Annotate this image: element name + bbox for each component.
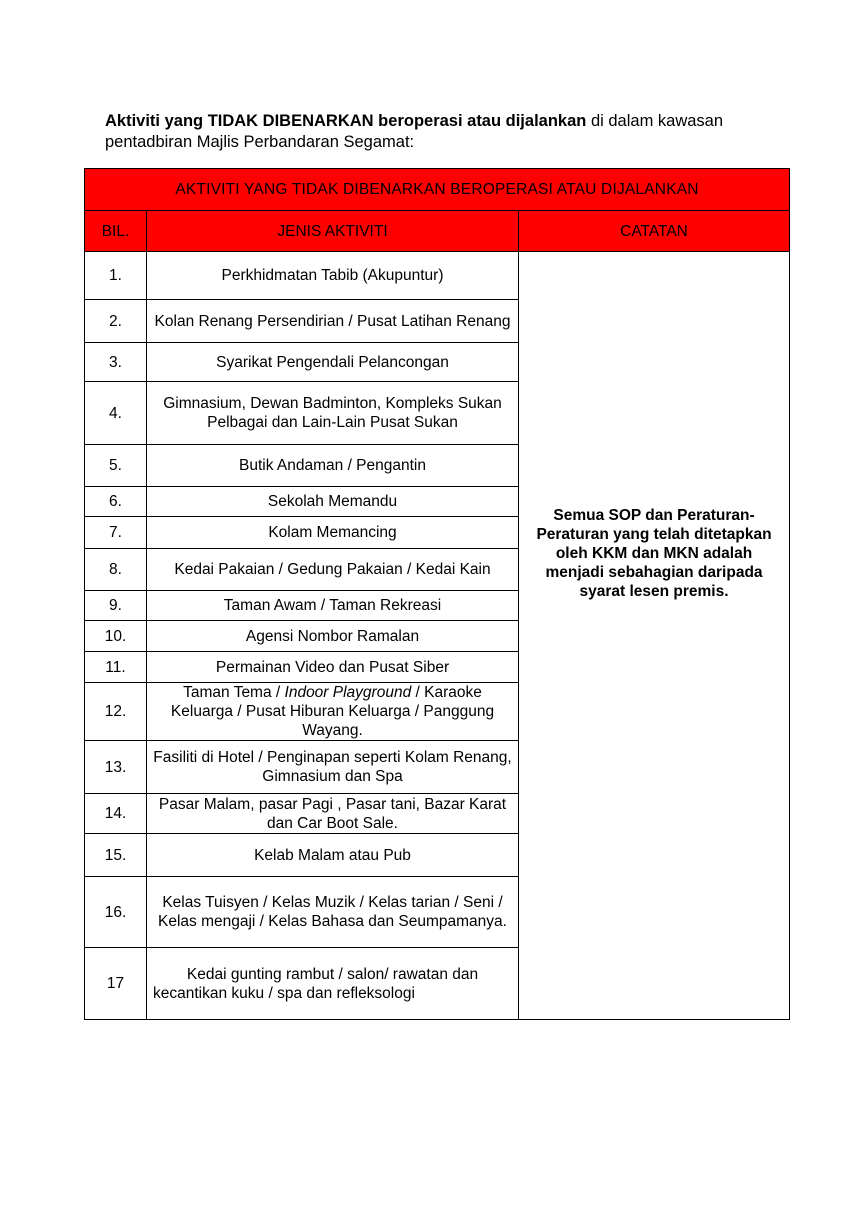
row-activity: Pasar Malam, pasar Pagi , Pasar tani, Bazar Karat dan Car Boot Sale. bbox=[147, 794, 519, 834]
row-activity-part: Taman Tema / bbox=[183, 684, 285, 701]
row-activity: Perkhidmatan Tabib (Akupuntur) bbox=[147, 252, 519, 300]
row-number: 16. bbox=[85, 877, 147, 948]
table-row bbox=[85, 252, 790, 300]
header-bil: BIL. bbox=[85, 211, 147, 252]
row-activity: Sekolah Memandu bbox=[147, 487, 519, 517]
row-number: 9. bbox=[85, 591, 147, 621]
intro-normal-text: di dalam kawasan pentadbiran Majlis Perbandaran Segamat: bbox=[105, 112, 724, 151]
table-title: AKTIVITI YANG TIDAK DIBENARKAN BEROPERASI ATAU DIJALANKAN bbox=[85, 169, 790, 211]
row-number: 10. bbox=[85, 621, 147, 652]
header-jenis-aktiviti: JENIS AKTIVITI bbox=[147, 211, 519, 252]
row-number: 17 bbox=[85, 948, 147, 1020]
row-activity: Kolam Memancing bbox=[147, 517, 519, 549]
row-activity: Fasiliti di Hotel / Penginapan seperti Kolam Renang, Gimnasium dan Spa bbox=[147, 741, 519, 794]
row-number: 14. bbox=[85, 794, 147, 834]
intro-bold-text: Aktiviti yang TIDAK DIBENARKAN beroperasi atau dijalankan bbox=[105, 112, 587, 130]
row-number: 1. bbox=[85, 252, 147, 300]
row-activity: Butik Andaman / Pengantin bbox=[147, 445, 519, 487]
row-activity: Permainan Video dan Pusat Siber bbox=[147, 652, 519, 683]
row-activity: Agensi Nombor Ramalan bbox=[147, 621, 519, 652]
row-activity-italic: Indoor Playground bbox=[284, 684, 412, 701]
row-number: 11. bbox=[85, 652, 147, 683]
row-activity: Syarikat Pengendali Pelancongan bbox=[147, 343, 519, 382]
intro-paragraph bbox=[105, 111, 795, 153]
row-number: 6. bbox=[85, 487, 147, 517]
row-activity: Taman Awam / Taman Rekreasi bbox=[147, 591, 519, 621]
row-number: 4. bbox=[85, 382, 147, 445]
row-number: 3. bbox=[85, 343, 147, 382]
row-activity: Kelas Tuisyen / Kelas Muzik / Kelas tarian / Seni / Kelas mengaji / Kelas Bahasa dan Seumpamanya. bbox=[147, 877, 519, 948]
row-activity: Kedai Pakaian / Gedung Pakaian / Kedai Kain bbox=[147, 549, 519, 591]
activities-table bbox=[84, 168, 790, 1020]
row-number: 13. bbox=[85, 741, 147, 794]
row-activity: Gimnasium, Dewan Badminton, Kompleks Sukan Pelbagai dan Lain-Lain Pusat Sukan bbox=[147, 382, 519, 445]
row-activity: Kedai gunting rambut / salon/ rawatan dan kecantikan kuku / spa dan refleksologi bbox=[147, 948, 519, 1020]
row-number: 12. bbox=[85, 683, 147, 741]
row-number: 5. bbox=[85, 445, 147, 487]
catatan-note-text: Semua SOP dan Peraturan-Peraturan yang telah ditetapkan oleh KKM dan MKN adalah menjadi sebahagian daripada syarat lesen premis. bbox=[536, 506, 772, 600]
row-number: 2. bbox=[85, 300, 147, 343]
catatan-note bbox=[519, 252, 790, 1020]
row-number: 8. bbox=[85, 549, 147, 591]
row-activity: Kelab Malam atau Pub bbox=[147, 834, 519, 877]
row-activity-part: / Karaoke Keluarga / Pusat Hiburan Keluarga / Panggung Wayang. bbox=[170, 684, 495, 739]
row-number: 15. bbox=[85, 834, 147, 877]
row-activity bbox=[147, 683, 519, 741]
header-catatan: CATATAN bbox=[519, 211, 790, 252]
row-activity: Kolan Renang Persendirian / Pusat Latihan Renang bbox=[147, 300, 519, 343]
row-number: 7. bbox=[85, 517, 147, 549]
